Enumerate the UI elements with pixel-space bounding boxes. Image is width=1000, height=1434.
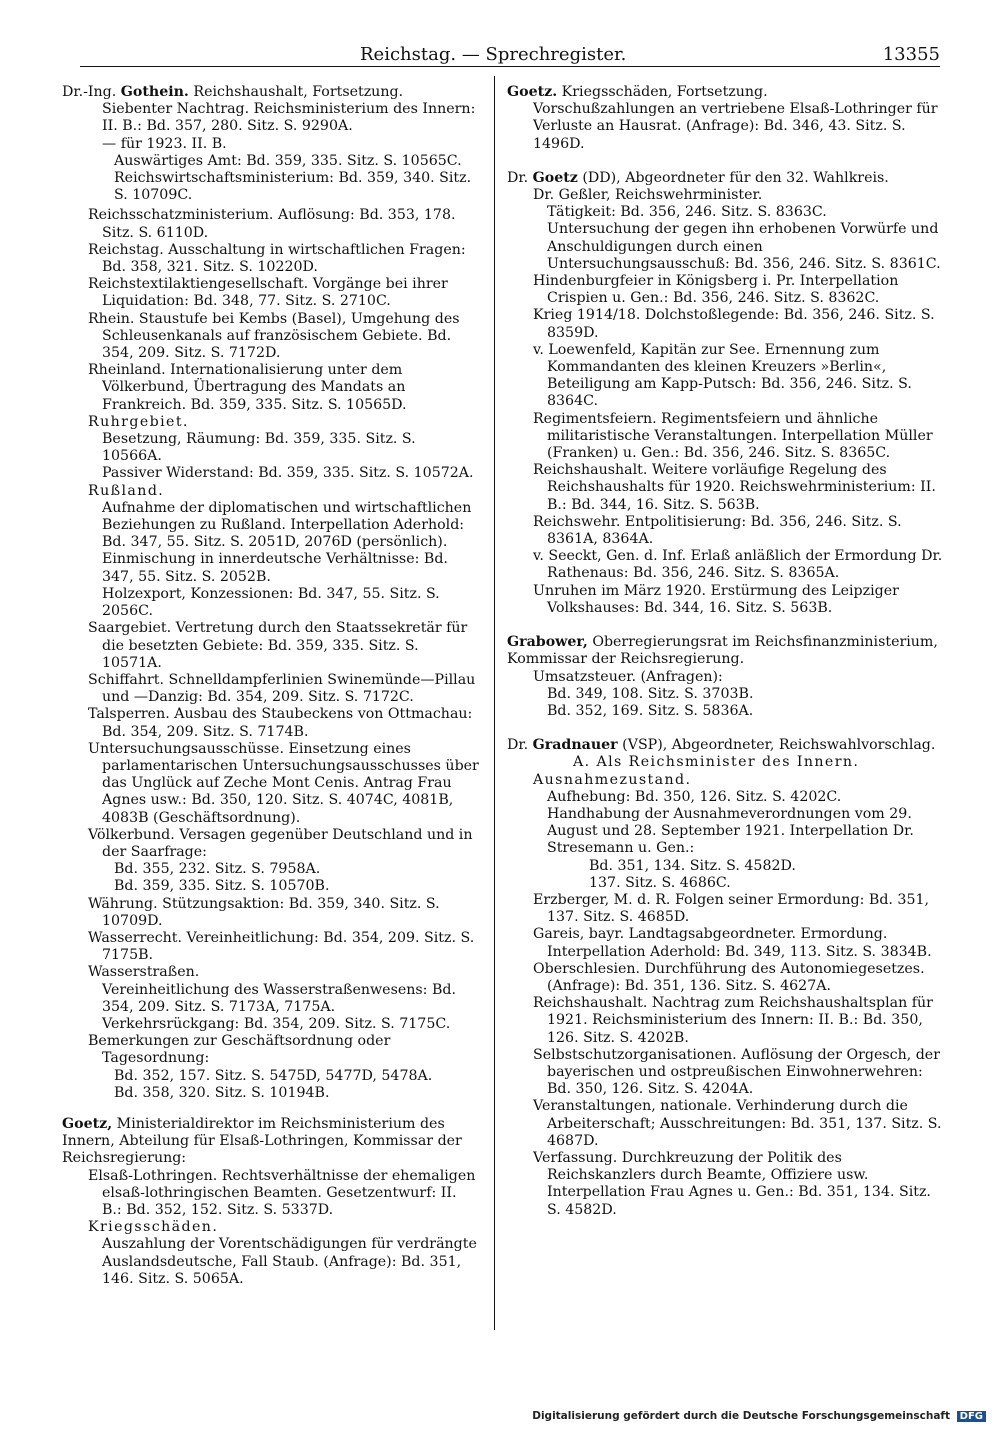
topic-entry: Elsaß-Lothringen. Rechtsverhältnisse der ehemaligen elsaß-lothringischen Beamten. Gesetzentwurf: II. B.: Bd. 352, 152. Sitz. S. 5337D.	[88, 1167, 476, 1218]
topic-head: Rußland.	[88, 482, 165, 499]
entry-line: 137. Sitz. S. 4686C.	[589, 874, 731, 891]
topic-entry: Krieg 1914/18. Dolchstoßlegende: Bd. 356, 246. Sitz. S. 8359D.	[533, 307, 935, 341]
topic-entry: Reichsschatzministerium. Auflösung: Bd. 353, 178. Sitz. S. 6110D.	[88, 207, 456, 241]
speaker-prefix: Dr.	[507, 169, 529, 186]
topic-entry: Gareis, bayr. Landtagsabgeordneter. Ermordung. Interpellation Aderhold: Bd. 349, 113. Sitz. S. 3834B.	[533, 926, 932, 960]
topic-head: Bemerkungen zur Geschäftsordnung oder Tagesordnung:	[88, 1033, 391, 1067]
entry-line: Vorschußzahlungen an vertriebene Elsaß-Lothringer für Verluste an Hausrat. (Anfrage): Bd. 346, 43. Sitz. S. 1496D.	[533, 101, 938, 152]
topic-entry: Verfassung. Durchkreuzung der Politik des Reichskanzlers durch Beamte, Offiziere usw. Interpellation Frau Agnes u. Gen.: Bd. 351, 134. Sitz. S. 4582D.	[533, 1149, 931, 1218]
topic-entry: Rhein. Staustufe bei Kembs (Basel), Umgehung des Schleusenkanals auf französischem Gebiete. Bd. 354, 209. Sitz. S. 7172D.	[88, 310, 460, 362]
topic-entry: Reichshaushalt. Weitere vorläufige Regelung des Reichshaushalts für 1920. Reichswehrministerium: II. B.: Bd. 344, 16. Sitz. S. 563B.	[533, 462, 936, 513]
entry-line: Auszahlung der Vorentschädigungen für verdrängte Auslandsdeutsche, Fall Staub. (Anfrage): Bd. 351, 146. Sitz. S. 5065A.	[102, 1236, 477, 1287]
running-title: Reichstag. — Sprechregister.	[360, 44, 627, 65]
speaker-prefix: Dr.-Ing.	[62, 84, 117, 100]
entry-line: Bd. 358, 320. Sitz. S. 10194B.	[114, 1084, 330, 1101]
topic-entry: Oberschlesien. Durchführung des Autonomiegesetzes. (Anfrage): Bd. 351, 136. Sitz. S. 4627A.	[533, 960, 925, 994]
speaker-topic: (VSP), Abgeordneter, Reichswahlvorschlag.	[622, 737, 936, 754]
entry-line: Aufhebung: Bd. 350, 126. Sitz. S. 4202C.	[547, 788, 842, 805]
topic-head: Wasserstraßen.	[88, 964, 200, 981]
speaker-name: Gradnauer	[532, 737, 618, 754]
speaker-entry-dr-goetz	[507, 170, 943, 617]
footer-credit	[532, 1410, 986, 1422]
entry-line: Besetzung, Räumung: Bd. 359, 335. Sitz. S. 10566A.	[102, 431, 416, 465]
speaker-entry-goetz-cont	[507, 84, 943, 153]
entry-line: Bd. 355, 232. Sitz. S. 7958A.	[114, 861, 321, 878]
entry-line: Bd. 352, 157. Sitz. S. 5475D, 5477D, 5478A.	[114, 1067, 433, 1084]
speaker-name: Gothein.	[120, 84, 189, 100]
entry-line: Reichswirtschaftsministerium: Bd. 359, 340. Sitz. S. 10709C.	[114, 170, 472, 204]
entry-line: Bd. 352, 169. Sitz. S. 5836A.	[547, 702, 754, 719]
topic-entry: Erzberger, M. d. R. Folgen seiner Ermordung: Bd. 351, 137. Sitz. S. 4685D.	[533, 891, 930, 926]
topic-entry: Währung. Stützungsaktion: Bd. 359, 340. Sitz. S. 10709D.	[88, 895, 440, 929]
entry-line: Bd. 349, 108. Sitz. S. 3703B.	[547, 685, 754, 702]
topic-head: Umsatzsteuer. (Anfragen):	[533, 668, 723, 685]
speaker-prefix: Dr.	[507, 737, 529, 754]
speaker-topic: Reichshaushalt, Fortsetzung.	[193, 84, 404, 100]
topic-head: Kriegsschäden.	[88, 1219, 219, 1236]
entry-line: Tätigkeit: Bd. 356, 246. Sitz. S. 8363C.	[547, 204, 827, 221]
topic-entry: v. Seeckt, Gen. d. Inf. Erlaß anläßlich der Ermordung Dr. Rathenaus: Bd. 356, 246. Sitz. S. 8365A.	[533, 548, 943, 582]
speaker-entry-gothein	[62, 84, 480, 204]
speaker-name: Goetz,	[62, 1115, 113, 1132]
topic-entry: Talsperren. Ausbau des Staubeckens von Ottmachau: Bd. 354, 209. Sitz. S. 7174B.	[88, 706, 473, 740]
topic-entry: Reichshaushalt. Nachtrag zum Reichshaushaltsplan für 1921. Reichsministerium des Innern: II. B.: Bd. 350, 126. Sitz. S. 4202B.	[533, 995, 933, 1046]
entry-line: — für 1923. II. B.	[102, 135, 227, 152]
left-column	[62, 84, 480, 1291]
topic-entry: Unruhen im März 1920. Erstürmung des Leipziger Volkshauses: Bd. 344, 16. Sitz. S. 563B.	[533, 582, 899, 616]
topic-entry: Reichstextilaktiengesellschaft. Vorgänge bei ihrer Liquidation: Bd. 348, 77. Sitz. S. 2710C.	[88, 276, 448, 310]
topic-entry: Hindenburgfeier in Königsberg i. Pr. Interpellation Crispien u. Gen.: Bd. 356, 246. Sitz. S. 8362C.	[533, 273, 899, 307]
page-number: 13355	[882, 44, 940, 65]
speaker-name: Grabower,	[507, 634, 588, 651]
speaker-topic: Ministerialdirektor im Reichsministerium des Innern, Abteilung für Elsaß-Lothringen, Kommissar der Reichsregierung:	[62, 1115, 462, 1167]
entry-line: Bd. 351, 134. Sitz. S. 4582D.	[589, 857, 796, 874]
entry-line: Bd. 359, 335. Sitz. S. 10570B.	[114, 878, 330, 895]
topic-entry: Untersuchungsausschüsse. Einsetzung eines parlamentarischen Untersuchungsausschusses über das Unglück auf Zeche Mont Cenis. Antrag Frau Agnes usw.: Bd. 350, 120. Sitz. S. 4074C, 4081B, 4083B (Geschäftsordnung).	[88, 740, 479, 826]
topic-entry: Reichstag. Ausschaltung in wirtschaftlichen Fragen: Bd. 358, 321. Sitz. S. 10220D.	[88, 241, 466, 276]
entry-line: Passiver Widerstand: Bd. 359, 335. Sitz. S. 10572A.	[102, 465, 474, 482]
header-rule	[80, 66, 940, 67]
topic-head: Ruhrgebiet.	[88, 413, 189, 430]
speaker-name: Goetz.	[507, 84, 558, 100]
topic-entry: Selbstschutzorganisationen. Auflösung der Orgesch, der bayerischen und ostpreußischen Einwohnerwehren: Bd. 350, 126. Sitz. S. 4204A.	[533, 1046, 940, 1098]
entry-line: Einmischung in innerdeutsche Verhältnisse: Bd. 347, 55. Sitz. S. 2052B.	[102, 551, 448, 585]
topic-head: Dr. Geßler, Reichswehrminister.	[533, 187, 763, 204]
topic-entry: Wasserrecht. Vereinheitlichung: Bd. 354, 209. Sitz. S. 7175B.	[88, 929, 475, 964]
topic-entry: Saargebiet. Vertretung durch den Staatssekretär für die besetzten Gebiete: Bd. 359, 335. Sitz. S. 10571A.	[88, 620, 468, 671]
speaker-entry-grabower	[507, 634, 943, 720]
topic-entry: Schiffahrt. Schnelldampferlinien Swinemünde—Pillau und —Danzig: Bd. 354, 209. Sitz. S. 7172C.	[88, 671, 476, 706]
section-heading: A. Als Reichsminister des Innern.	[573, 754, 860, 771]
speaker-topic: Oberregierungsrat im Reichsfinanzministerium, Kommissar der Reichsregierung.	[507, 634, 938, 668]
speaker-topic: Kriegsschäden, Fortsetzung.	[561, 84, 768, 100]
speaker-entry-gradnauer	[507, 737, 943, 1219]
right-column	[507, 84, 943, 1222]
entry-line: Siebenter Nachtrag. Reichsministerium des Innern: II. B.: Bd. 357, 280. Sitz. S. 9290A.	[102, 101, 476, 135]
entry-line: Handhabung der Ausnahmeverordnungen vom 29. August und 28. September 1921. Interpellation Dr. Stresemann u. Gen.:	[547, 805, 914, 857]
topic-head: Ausnahmezustand.	[533, 771, 692, 788]
topic-entry: Reichswehr. Entpolitisierung: Bd. 356, 246. Sitz. S. 8361A, 8364A.	[533, 513, 902, 548]
entry-line: Holzexport, Konzessionen: Bd. 347, 55. Sitz. S. 2056C.	[102, 585, 440, 620]
entry-line: Untersuchung der gegen ihn erhobenen Vorwürfe und Anschuldigungen durch einen Untersuchungsausschuß: Bd. 356, 246. Sitz. S. 8361C.	[547, 221, 941, 272]
topic-entry: Regimentsfeiern. Regimentsfeiern und ähnliche militaristische Veranstaltungen. Interpellation Müller (Franken) u. Gen.: Bd. 356, 246. Sitz. S. 8365C.	[533, 410, 933, 462]
footer-text: Digitalisierung gefördert durch die Deutsche Forschungsgemeinschaft	[532, 1410, 950, 1422]
dfg-logo: DFG	[957, 1411, 986, 1422]
speaker-name: Goetz	[532, 169, 578, 186]
entry-line: Vereinheitlichung des Wasserstraßenwesens: Bd. 354, 209. Sitz. S. 7173A, 7175A.	[102, 981, 456, 1015]
entry-line: Aufnahme der diplomatischen und wirtschaftlichen Beziehungen zu Rußland. Interpellation Aderhold: Bd. 347, 55. Sitz. S. 2051D, 2076D (persönlich).	[102, 499, 472, 551]
entry-line: Auswärtiges Amt: Bd. 359, 335. Sitz. S. 10565C.	[114, 152, 462, 169]
topic-entry: v. Loewenfeld, Kapitän zur See. Ernennung zum Kommandanten des kleinen Kreuzers »Berlin«, Beteiligung am Kapp-Putsch: Bd. 356, 246. Sitz. S. 8364C.	[533, 341, 912, 410]
topic-entry: Veranstaltungen, nationale. Verhinderung durch die Arbeiterschaft; Ausschreitungen: Bd. 351, 137. Sitz. S. 4687D.	[533, 1098, 942, 1149]
topic-entry: Rheinland. Internationalisierung unter dem Völkerbund, Übertragung des Mandats an Frankreich. Bd. 359, 335. Sitz. S. 10565D.	[88, 362, 407, 413]
speaker-topic: (DD), Abgeordneter für den 32. Wahlkreis.	[582, 169, 889, 186]
column-divider	[494, 76, 495, 1330]
entry-line: Verkehrsrückgang: Bd. 354, 209. Sitz. S. 7175C.	[102, 1015, 451, 1032]
topic-head: Völkerbund. Versagen gegenüber Deutschland und in der Saarfrage:	[88, 826, 473, 860]
speaker-entry-goetz	[62, 1116, 480, 1288]
